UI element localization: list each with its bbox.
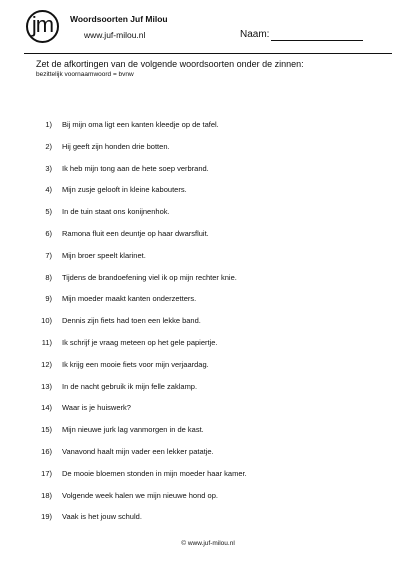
footer-copyright: © www.juf-milou.nl (181, 540, 235, 547)
sentence-number: 16) (41, 446, 52, 456)
sentence-text: Mijn moeder maakt kanten onderzetters. (62, 294, 197, 304)
name-field[interactable] (271, 40, 363, 41)
sentence-number: 4) (45, 185, 52, 195)
sentence-item (36, 294, 247, 316)
sentence-text: Bij mijn oma ligt een kanten kleedje op de tafel. (62, 120, 219, 129)
sentence-item (36, 207, 247, 229)
sentence-item (36, 251, 247, 273)
sentence-number: 19) (41, 512, 52, 522)
logo (26, 10, 59, 43)
sentence-item (36, 469, 247, 491)
sentence-text: Vaak is het jouw schuld. (62, 512, 142, 522)
sentence-text: Dennis zijn fiets had toen een lekke band. (62, 316, 201, 326)
sentence-item (36, 382, 247, 404)
name-label: Naam: (240, 29, 270, 40)
sentence-item (36, 316, 247, 338)
sentence-text: Volgende week halen we mijn nieuwe hond op. (62, 490, 218, 500)
header-divider (24, 53, 392, 54)
website-url: www.juf-milou.nl (84, 30, 146, 40)
sentence-text: Ramona fluit een deuntje op haar dwarsfluit. (62, 228, 209, 238)
sentence-item (36, 273, 247, 295)
sentence-number: 2) (45, 141, 52, 151)
sentence-text: Hij geeft zijn honden drie botten. (62, 141, 170, 151)
sentence-item (36, 360, 247, 382)
sentence-number: 17) (41, 468, 52, 478)
sentence-item (36, 164, 247, 186)
sentence-number: 13) (41, 381, 52, 391)
sentence-text: Mijn zusje gelooft in kleine kabouters. (62, 185, 187, 195)
sentence-number: 5) (45, 207, 52, 217)
sentence-item (36, 142, 247, 164)
sentence-number: 7) (45, 250, 52, 260)
sentence-number: 11) (41, 337, 52, 347)
sentence-text: Tijdens de brandoefening viel ik op mijn rechter knie. (62, 272, 237, 282)
sentence-number: 6) (45, 228, 52, 238)
logo-text: jm (31, 12, 54, 37)
sentence-item (36, 512, 247, 534)
sentence-text: De mooie bloemen stonden in mijn moeder haar kamer. (62, 468, 247, 478)
legend-text: bezittelijk voornaamwoord = bvnw (36, 71, 134, 78)
sentence-item (36, 447, 247, 469)
sentence-number: 18) (41, 490, 52, 500)
sentence-text: Mijn broer speelt klarinet. (62, 250, 146, 260)
sentence-item (36, 229, 247, 251)
sentence-text: Mijn nieuwe jurk lag vanmorgen in de kast. (62, 425, 204, 435)
sentence-item (36, 425, 247, 447)
sentence-item (36, 185, 247, 207)
sentence-item (36, 120, 247, 142)
sentence-text: In de nacht gebruik ik mijn felle zaklamp. (62, 381, 198, 391)
worksheet-title: Woordsoorten Juf Milou (70, 14, 168, 24)
sentence-item (36, 338, 247, 360)
sentence-number: 15) (41, 425, 52, 435)
sentence-number: 12) (41, 359, 52, 369)
sentence-text: Ik schrijf je vraag meteen op het gele papiertje. (62, 337, 218, 347)
sentence-text: Vanavond haalt mijn vader een lekker patatje. (62, 446, 214, 456)
sentence-item (36, 403, 247, 425)
sentence-text: Ik heb mijn tong aan de hete soep verbrand. (62, 163, 209, 173)
sentence-number: 3) (45, 163, 52, 173)
sentence-number: 14) (41, 403, 52, 413)
sentence-item (36, 491, 247, 513)
sentence-number: 10) (41, 316, 52, 326)
sentence-number: 8) (45, 272, 52, 282)
sentence-number: 1) (45, 120, 52, 129)
instruction-text: Zet de afkortingen van de volgende woordsoorten onder de zinnen: (36, 59, 304, 69)
sentence-text: Waar is je huiswerk? (62, 403, 131, 413)
sentence-text: In de tuin staat ons konijnenhok. (62, 207, 170, 217)
sentence-list (36, 120, 247, 534)
sentence-text: Ik krijg een mooie fiets voor mijn verjaardag. (62, 359, 209, 369)
sentence-number: 9) (45, 294, 52, 304)
